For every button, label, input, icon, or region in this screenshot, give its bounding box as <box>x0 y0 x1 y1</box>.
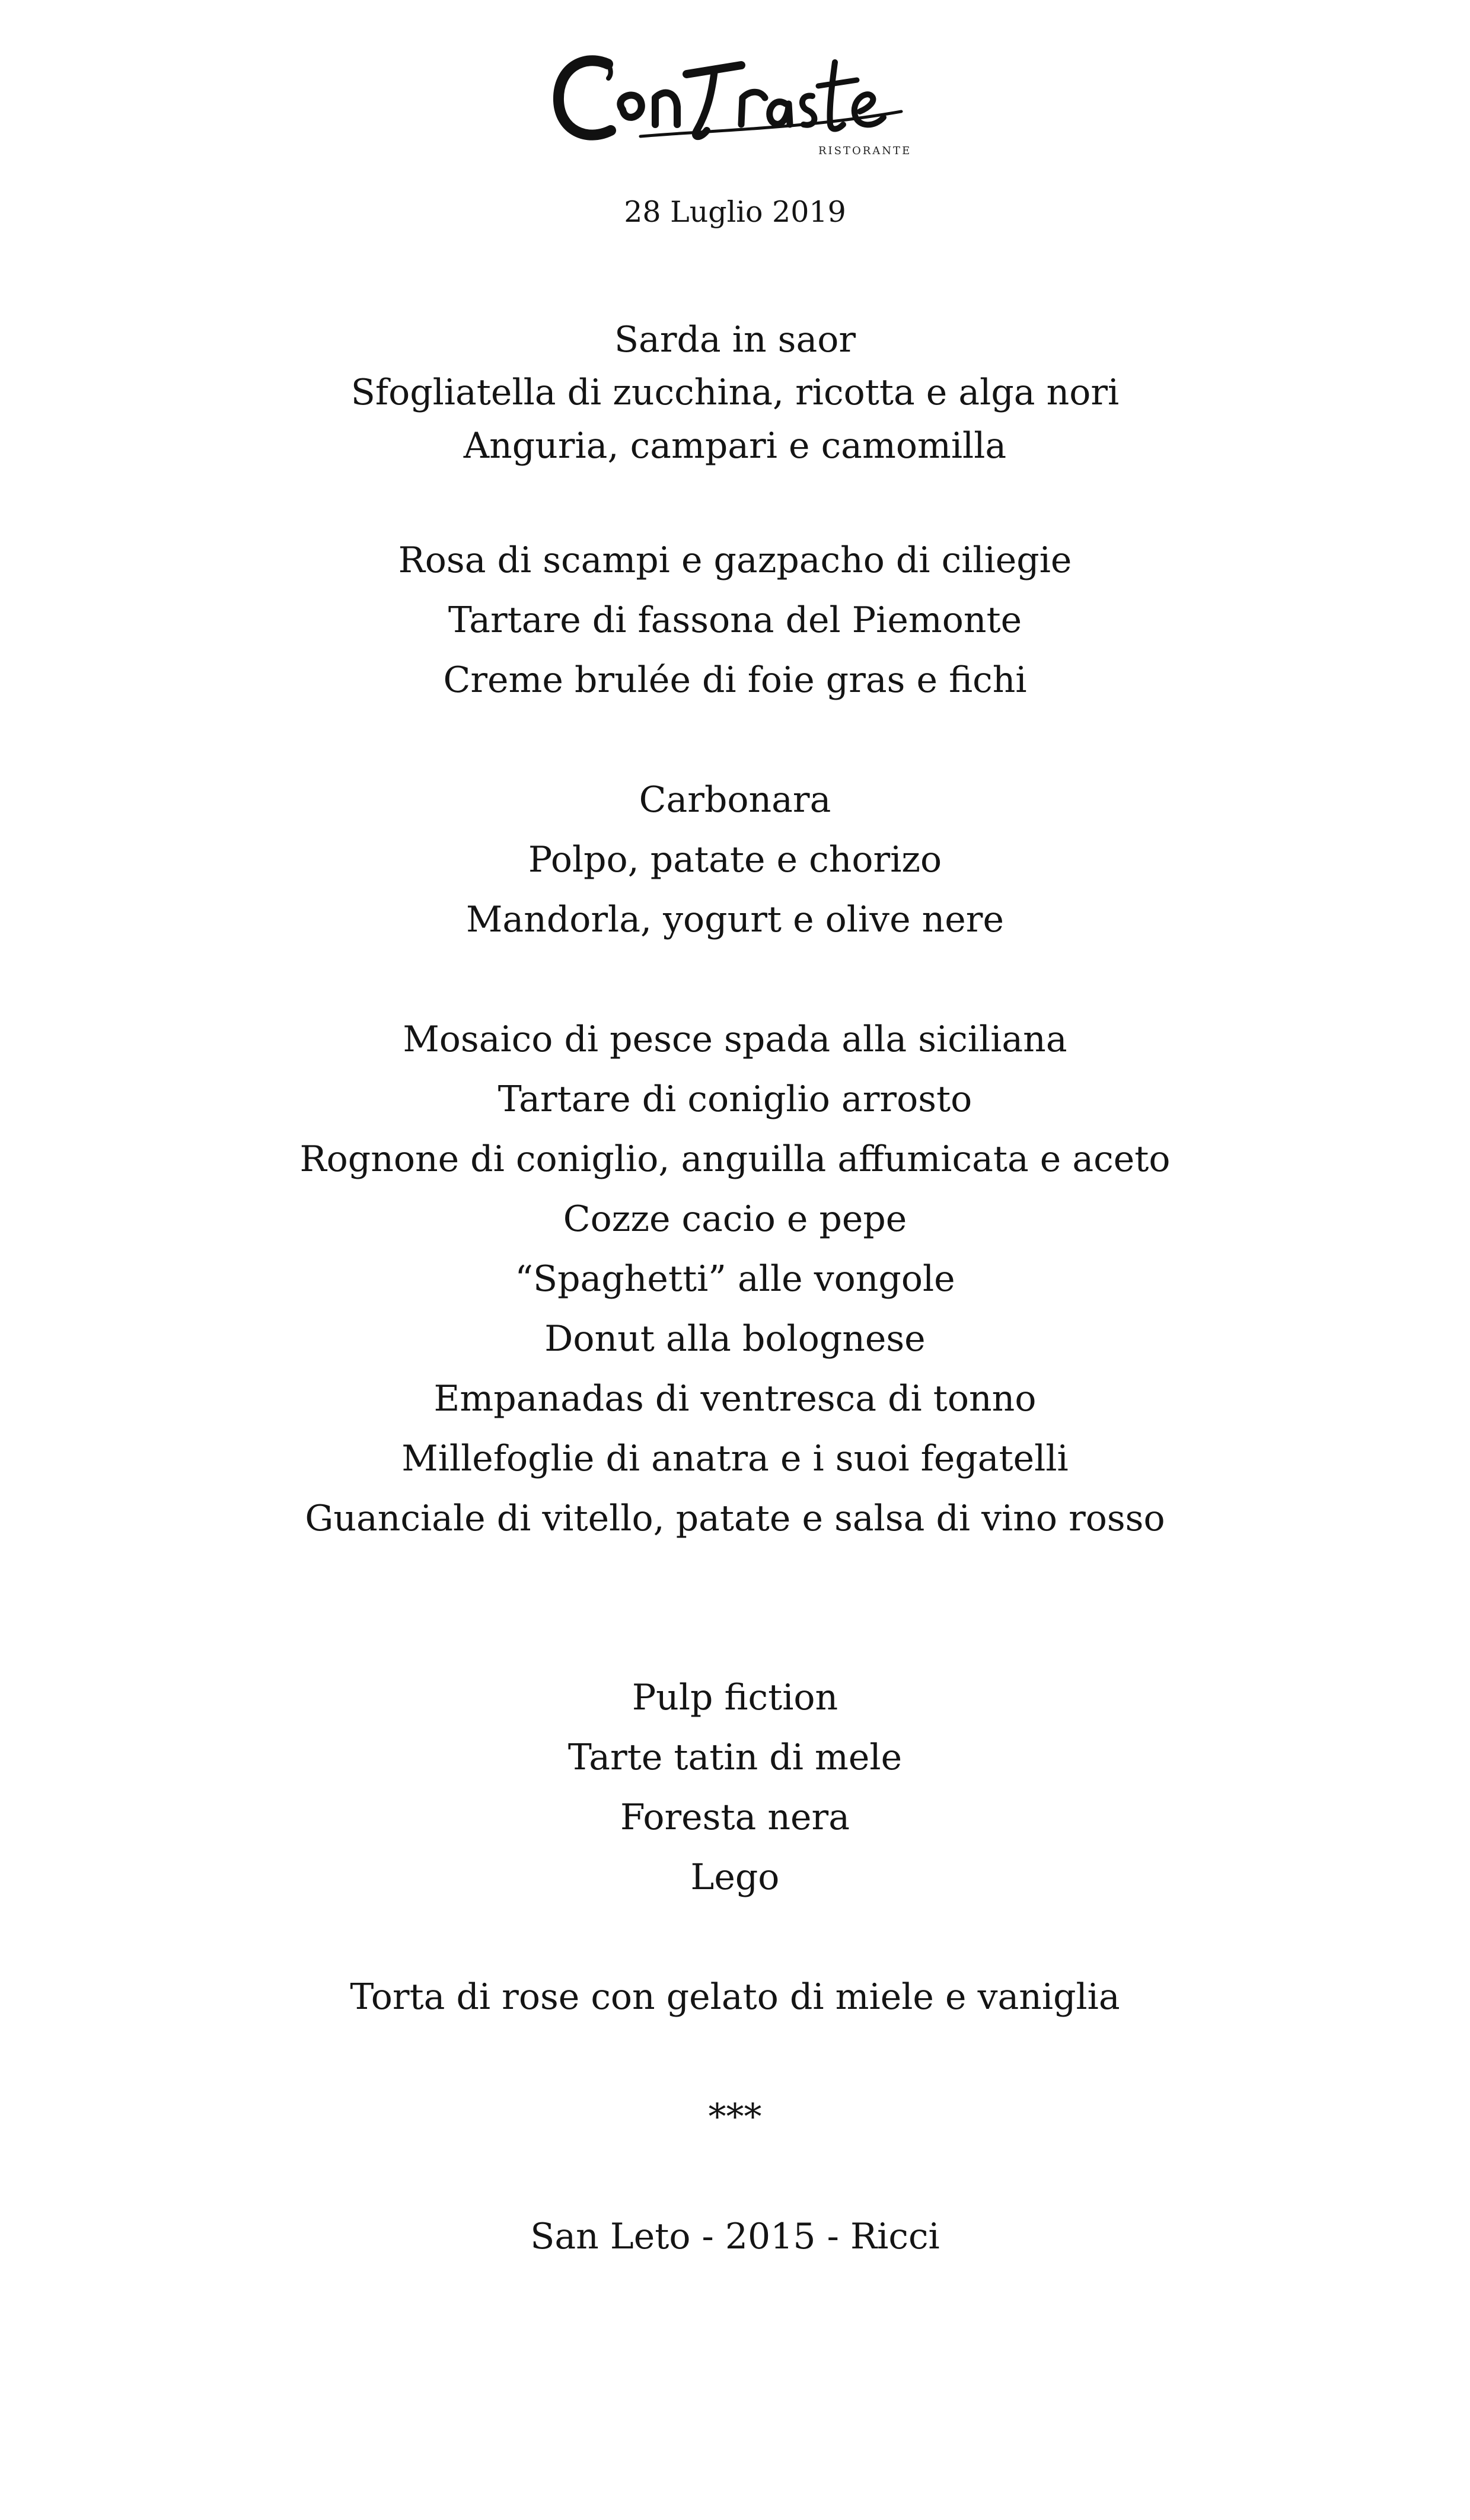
menu-item: Tarte tatin di mele <box>567 1737 903 1778</box>
menu-item: Sfogliatella di zucchina, ricotta e alga nori <box>350 372 1120 413</box>
menu-date: 28 Luglio 2019 <box>624 195 846 229</box>
wine-pairing: San Leto - 2015 - Ricci <box>530 2216 940 2257</box>
menu-item: “Spaghetti” alle vongole <box>515 1258 955 1300</box>
menu-item: Tartare di fassona del Piemonte <box>448 599 1022 641</box>
menu-item: Rognone di coniglio, anguilla affumicata e aceto <box>299 1138 1171 1180</box>
menu-item: Pulp fiction <box>632 1677 838 1718</box>
restaurant-logo <box>551 42 919 160</box>
menu-item: Mosaico di pesce spada alla siciliana <box>403 1019 1067 1060</box>
menu-item: Guanciale di vitello, patate e salsa di vino rosso <box>305 1498 1165 1539</box>
menu-item: Anguria, campari e camomilla <box>463 425 1007 467</box>
menu-item: Foresta nera <box>620 1797 850 1838</box>
menu-item: Creme brulée di foie gras e fichi <box>443 659 1027 701</box>
menu-item: Lego <box>690 1856 780 1898</box>
menu-item: Torta di rose con gelato di miele e vaniglia <box>350 1976 1120 2018</box>
menu-separator: *** <box>708 2096 762 2138</box>
menu-item: Mandorla, yogurt e olive nere <box>465 899 1004 940</box>
menu-item: Empanadas di ventresca di tonno <box>433 1378 1037 1420</box>
menu-item: Sarda in saor <box>614 319 856 361</box>
menu-item: Rosa di scampi e gazpacho di ciliegie <box>398 540 1072 581</box>
menu-item: Tartare di coniglio arrosto <box>498 1079 972 1120</box>
menu-item: Donut alla bolognese <box>544 1318 926 1360</box>
restaurant-subtitle-text: RISTORANTE <box>818 145 912 157</box>
menu-item: Polpo, patate e chorizo <box>528 839 942 881</box>
menu-item: Carbonara <box>639 779 831 821</box>
menu-item: Cozze cacio e pepe <box>563 1198 907 1240</box>
menu-item: Millefoglie di anatra e i suoi fegatelli <box>401 1438 1069 1479</box>
